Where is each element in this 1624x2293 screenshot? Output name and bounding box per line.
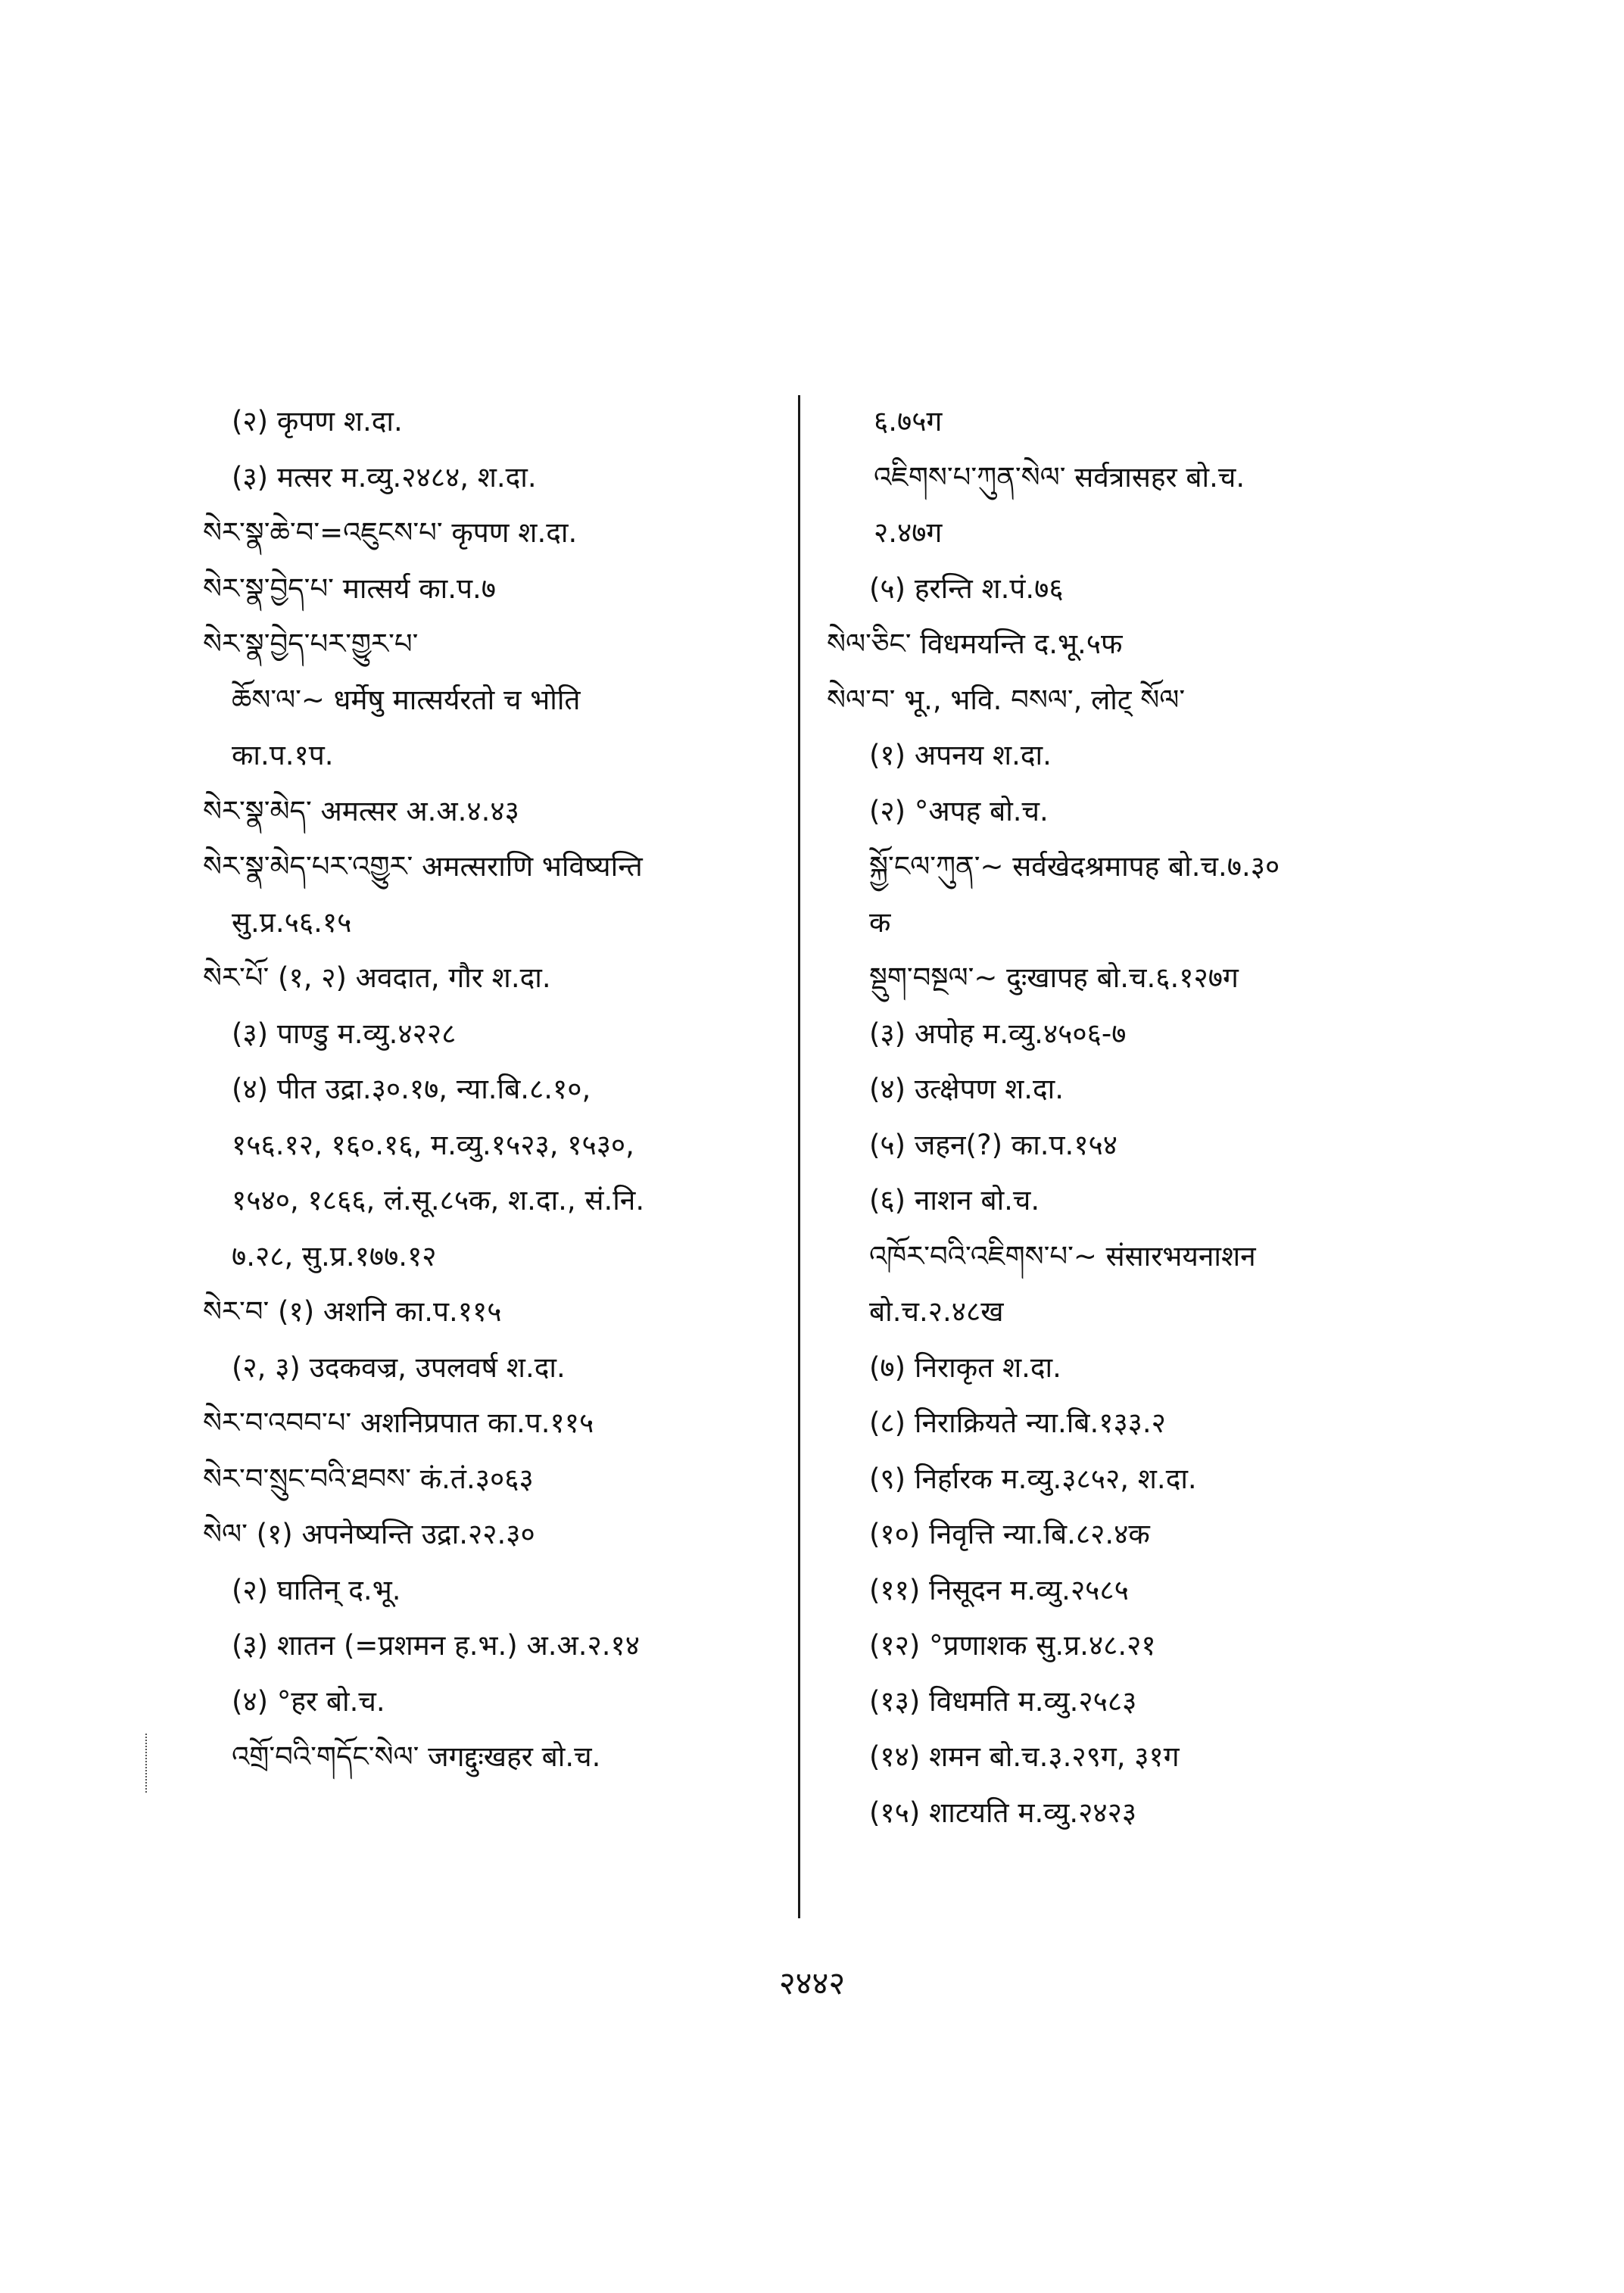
dictionary-line: (१) अपनय श.दा.	[869, 739, 1052, 771]
dictionary-line: སེར་སྣ་བྱེད་པར་གྱུར་པ་	[203, 628, 419, 660]
dictionary-line: बो.च.२.४८ख	[869, 1295, 1004, 1328]
dictionary-line: ཆོས་ལ་~ धर्मेषु मात्सर्यरतो च भोति	[232, 683, 581, 716]
dictionary-line: སེར་སྣ་བྱེད་པ་ मात्सर्य का.प.७	[203, 572, 497, 605]
dictionary-line: (३) मत्सर म.व्यु.२४८४, श.दा.	[232, 460, 537, 494]
dictionary-line: སེལ་ (१) अपनेष्यन्ति उद्रा.२२.३०	[203, 1518, 535, 1550]
dictionary-line: (१२) °प्रणाशक सु.प्र.४८.२१	[869, 1629, 1156, 1662]
dictionary-line: ७.२८, सु.प्र.१७७.१२	[232, 1239, 437, 1273]
dictionary-line: १५४०, १८६६, लं.सू.८५क, श.दा., सं.नि.	[232, 1184, 645, 1217]
dictionary-line: (४) °हर बो.च.	[232, 1684, 385, 1718]
dictionary-line: སྐྱོ་ངལ་ཀུན་~ सर्वखेदश्रमापह बो.च.७.३०	[869, 850, 1280, 883]
dictionary-line: སེར་སྣ་ཆེ་བ་=འཇུངས་པ་ कृपण श.दा.	[203, 516, 578, 549]
dictionary-line: (५) हरन्ति श.पं.७६	[869, 572, 1064, 605]
dictionary-line: (९) निर्हारक म.व्यु.३८५२, श.दा.	[869, 1462, 1197, 1495]
dictionary-line: སེར་སྣ་མེད་ अमत्सर अ.अ.४.४३	[203, 794, 519, 827]
dictionary-line: (१४) शमन बो.च.३.२९ग, ३१ग	[869, 1740, 1180, 1773]
dictionary-line: སེལ་བ་ भू., भवि. བསལ་, लोट् སོལ་	[827, 683, 1186, 716]
dictionary-line: (५) जहन(?) का.प.१५४	[869, 1128, 1118, 1161]
dictionary-line: (३) शातन (=प्रशमन ह.भ.) अ.अ.२.१४	[232, 1629, 640, 1662]
dictionary-line: སྡུག་བསྔལ་~ दुःखापह बो.च.६.१२७ग	[869, 961, 1239, 994]
dictionary-line: ६.७५ग	[874, 405, 943, 438]
dictionary-line: སེར་པོ་ (१, २) अवदात, गौर श.दा.	[203, 961, 551, 994]
dictionary-line: སེར་བ་སྲུང་བའི་ཐབས་ कं.तं.३०६३	[203, 1462, 534, 1495]
dictionary-line: २.४७ग	[874, 516, 943, 549]
margin-dots	[145, 1734, 148, 1793]
dictionary-line: (११) निसूदन म.व्यु.२५८५	[869, 1573, 1129, 1606]
dictionary-line: (१५) शाटयति म.व्यु.२४२३	[869, 1796, 1137, 1829]
dictionary-line: सु.प्र.५६.१५	[232, 905, 352, 939]
dictionary-line: का.प.१प.	[232, 739, 334, 771]
page-number: २४४२	[778, 1964, 846, 2002]
dictionary-line: (८) निराक्रियते न्या.बि.१३३.२	[869, 1407, 1166, 1439]
dictionary-line: འཁོར་བའི་འཇིགས་པ་~ संसारभयनाशन	[869, 1239, 1256, 1273]
dictionary-line: སེར་བ་འབབ་པ་ अशनिप्रपात का.प.११५	[203, 1407, 594, 1439]
dictionary-line: (३) अपोह म.व्यु.४५०६-७	[869, 1017, 1127, 1050]
dictionary-line: འགྲོ་བའི་གདོང་སེལ་ जगद्दुःखहर बो.च.	[232, 1740, 601, 1773]
dictionary-line: འཇིགས་པ་ཀུན་སེལ་ सर्वत्रासहर बो.च.	[874, 460, 1245, 494]
dictionary-line: १५६.१२, १६०.१६, म.व्यु.१५२३, १५३०,	[232, 1128, 634, 1161]
dictionary-line: (१३) विधमति म.व्यु.२५८३	[869, 1684, 1137, 1718]
dictionary-line: (२) °अपह बो.च.	[869, 794, 1049, 827]
dictionary-line: (६) नाशन बो.च.	[869, 1184, 1040, 1217]
dictionary-line: སེལ་ཅིང་ विधमयन्ति द.भू.५फ	[827, 628, 1123, 660]
dictionary-line: (४) उत्क्षेपण श.दा.	[869, 1073, 1064, 1105]
dictionary-line: (२, ३) उदकवज्र, उपलवर्ष श.दा.	[232, 1351, 566, 1384]
column-divider	[798, 395, 800, 1918]
dictionary-line: (२) घातिन् द.भू.	[232, 1573, 401, 1606]
dictionary-line: སེར་སྣ་མེད་པར་འགྱུར་ अमत्सराणि भविष्यन्ति	[203, 850, 643, 883]
left-column	[203, 394, 801, 1785]
dictionary-line: (१०) निवृत्ति न्या.बि.८२.४क	[869, 1518, 1150, 1550]
dictionary-line: (३) पाण्डु म.व्यु.४२२८	[232, 1017, 457, 1050]
dictionary-line: སེར་བ་ (१) अशनि का.प.११५	[203, 1295, 502, 1328]
dictionary-line: (२) कृपण श.दा.	[232, 405, 403, 438]
dictionary-line: (७) निराकृत श.दा.	[869, 1351, 1061, 1384]
dictionary-line: (४) पीत उद्रा.३०.१७, न्या.बि.८.१०,	[232, 1073, 591, 1105]
dictionary-line: क	[869, 905, 891, 939]
right-column	[827, 394, 1448, 1840]
